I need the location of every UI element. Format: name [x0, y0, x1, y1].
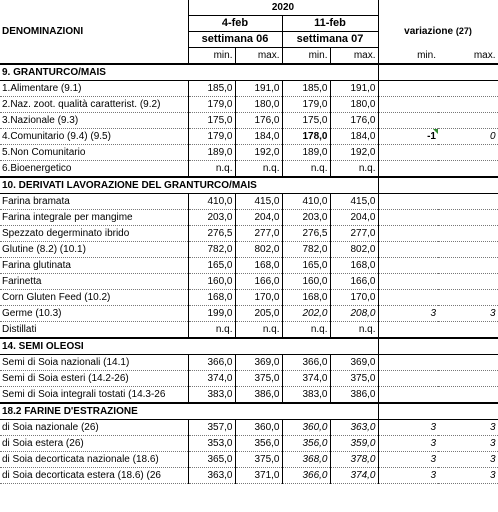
min-week07: 202,0 [282, 306, 330, 322]
max-week07: 802,0 [330, 242, 378, 258]
min-week07: 168,0 [282, 290, 330, 306]
min-week06: 203,0 [188, 210, 235, 226]
max-week06: 356,0 [235, 436, 282, 452]
section-title: 10. DERIVATI LAVORAZIONE DEL GRANTURCO/MAIS [0, 177, 378, 194]
min-week07: 383,0 [282, 387, 330, 404]
row-label: di Soia decorticata estera (18.6) (26 [0, 468, 188, 484]
min-week07: 175,0 [282, 113, 330, 129]
variation-max [438, 355, 498, 371]
variation-min: -1 [378, 129, 438, 145]
min-week06: 357,0 [188, 420, 235, 436]
max-week07: 176,0 [330, 113, 378, 129]
row-label: 6.Bioenergetico [0, 161, 188, 178]
min-week06: 276,5 [188, 226, 235, 242]
row-label: Corn Gluten Feed (10.2) [0, 290, 188, 306]
min-week07: 368,0 [282, 452, 330, 468]
variation-min: 3 [378, 436, 438, 452]
week1-header: settimana 06 [188, 32, 282, 48]
min-week06: 363,0 [188, 468, 235, 484]
variation-max [438, 290, 498, 306]
variation-min [378, 226, 438, 242]
section-title: 14. SEMI OLEOSI [0, 338, 378, 355]
max-header-2: max. [330, 48, 378, 65]
row-label: Farinetta [0, 274, 188, 290]
min-week06: 199,0 [188, 306, 235, 322]
section-title: 9. GRANTURCO/MAIS [0, 64, 378, 81]
table-row [0, 129, 498, 145]
max-week06: 371,0 [235, 468, 282, 484]
section-header-row [0, 177, 498, 194]
variation-max: 3 [438, 468, 498, 484]
max-week07: 180,0 [330, 97, 378, 113]
row-label: 2.Naz. zoot. qualità caratterist. (9.2) [0, 97, 188, 113]
variation-max: 0 [438, 129, 498, 145]
max-week07: 363,0 [330, 420, 378, 436]
min-week07: n.q. [282, 161, 330, 178]
variation-max [438, 387, 498, 404]
min-week07: 160,0 [282, 274, 330, 290]
min-week07: 356,0 [282, 436, 330, 452]
row-label: 5.Non Comunitario [0, 145, 188, 161]
min-week07: 179,0 [282, 97, 330, 113]
row-label: di Soia decorticata nazionale (18.6) [0, 452, 188, 468]
table-row [0, 97, 498, 113]
table-row [0, 210, 498, 226]
variation-max: 3 [438, 436, 498, 452]
max-week06: 360,0 [235, 420, 282, 436]
min-week06: 179,0 [188, 129, 235, 145]
variation-min: 3 [378, 306, 438, 322]
row-label: Semi di Soia nazionali (14.1) [0, 355, 188, 371]
max-week06: 415,0 [235, 194, 282, 210]
max-week06: 180,0 [235, 97, 282, 113]
min-week07: 410,0 [282, 194, 330, 210]
table-row [0, 436, 498, 452]
table-row [0, 242, 498, 258]
max-header-1: max. [235, 48, 282, 65]
max-week06: 168,0 [235, 258, 282, 274]
row-label: 4.Comunitario (9.4) (9.5) [0, 129, 188, 145]
variation-min: 3 [378, 452, 438, 468]
section-title: 18.2 FARINE D'ESTRAZIONE [0, 403, 378, 420]
section-header-row [0, 64, 498, 81]
min-week06: 353,0 [188, 436, 235, 452]
min-header-2: min. [282, 48, 330, 65]
variation-max [438, 274, 498, 290]
table-row [0, 258, 498, 274]
max-week07: 170,0 [330, 290, 378, 306]
max-week07: 378,0 [330, 452, 378, 468]
table-row [0, 194, 498, 210]
variation-max [438, 242, 498, 258]
min-week06: 365,0 [188, 452, 235, 468]
row-label: Semi di Soia integrali tostati (14.3-26 [0, 387, 188, 404]
variation-max [438, 258, 498, 274]
date2-header: 11-feb [282, 16, 378, 32]
max-week07: n.q. [330, 322, 378, 339]
max-week07: 374,0 [330, 468, 378, 484]
max-week07: 191,0 [330, 81, 378, 97]
variation-min: 3 [378, 468, 438, 484]
variation-max [438, 113, 498, 129]
table-row [0, 387, 498, 404]
min-week07: 165,0 [282, 258, 330, 274]
variation-min: 3 [378, 420, 438, 436]
min-week07: 374,0 [282, 371, 330, 387]
max-week06: 205,0 [235, 306, 282, 322]
max-week06: 375,0 [235, 371, 282, 387]
max-week06: 191,0 [235, 81, 282, 97]
variation-min [378, 97, 438, 113]
variation-min [378, 274, 438, 290]
min-week06: 383,0 [188, 387, 235, 404]
variation-min [378, 145, 438, 161]
variation-min [378, 258, 438, 274]
max-week07: 369,0 [330, 355, 378, 371]
table-row [0, 322, 498, 339]
week2-header: settimana 07 [282, 32, 378, 48]
min-week06: 160,0 [188, 274, 235, 290]
max-week07: 359,0 [330, 436, 378, 452]
min-week06: 165,0 [188, 258, 235, 274]
max-week06: 386,0 [235, 387, 282, 404]
max-week07: 168,0 [330, 258, 378, 274]
max-week06: 166,0 [235, 274, 282, 290]
variation-max [438, 145, 498, 161]
max-week06: 802,0 [235, 242, 282, 258]
table-row [0, 226, 498, 242]
variation-max [438, 97, 498, 113]
max-week07: 166,0 [330, 274, 378, 290]
variation-min [378, 81, 438, 97]
min-week06: 374,0 [188, 371, 235, 387]
min-week06: 782,0 [188, 242, 235, 258]
variation-min [378, 113, 438, 129]
variation-max [438, 371, 498, 387]
max-week07: 192,0 [330, 145, 378, 161]
table-row [0, 290, 498, 306]
row-label: di Soia estera (26) [0, 436, 188, 452]
max-week07: 386,0 [330, 387, 378, 404]
max-week06: 277,0 [235, 226, 282, 242]
max-week07: 184,0 [330, 129, 378, 145]
row-label: Semi di Soia esteri (14.2-26) [0, 371, 188, 387]
max-week07: 375,0 [330, 371, 378, 387]
max-week06: 204,0 [235, 210, 282, 226]
variation-min [378, 242, 438, 258]
max-week06: n.q. [235, 161, 282, 178]
max-week06: 184,0 [235, 129, 282, 145]
variation-min [378, 161, 438, 178]
variation-max [438, 226, 498, 242]
min-week06: 410,0 [188, 194, 235, 210]
min-week06: 185,0 [188, 81, 235, 97]
max-week07: n.q. [330, 161, 378, 178]
min-week07: 360,0 [282, 420, 330, 436]
variation-min [378, 194, 438, 210]
variation-max: 3 [438, 306, 498, 322]
table-row [0, 274, 498, 290]
variation-max: 3 [438, 420, 498, 436]
min-week06: 189,0 [188, 145, 235, 161]
max-week06: 170,0 [235, 290, 282, 306]
max-header-var: max. [438, 48, 498, 65]
variation-min [378, 290, 438, 306]
min-week06: 168,0 [188, 290, 235, 306]
max-week06: n.q. [235, 322, 282, 339]
row-label: Glutine (8.2) (10.1) [0, 242, 188, 258]
min-week07: 782,0 [282, 242, 330, 258]
variazione-header: variazione (27) [378, 16, 498, 48]
variation-min [378, 355, 438, 371]
table-row [0, 161, 498, 178]
max-week07: 415,0 [330, 194, 378, 210]
row-label: Spezzato degerminato ibrido [0, 226, 188, 242]
min-week06: 366,0 [188, 355, 235, 371]
section-header-row [0, 338, 498, 355]
min-week06: n.q. [188, 161, 235, 178]
table-row [0, 355, 498, 371]
variation-max [438, 81, 498, 97]
section-header-row [0, 403, 498, 420]
table-row [0, 113, 498, 129]
min-week07: 178,0 [282, 129, 330, 145]
min-week06: 179,0 [188, 97, 235, 113]
row-label: Farina glutinata [0, 258, 188, 274]
row-label: Germe (10.3) [0, 306, 188, 322]
row-label: Distillati [0, 322, 188, 339]
variation-min [378, 387, 438, 404]
min-week06: 175,0 [188, 113, 235, 129]
max-week06: 369,0 [235, 355, 282, 371]
row-label: Farina integrale per mangime [0, 210, 188, 226]
min-week07: 203,0 [282, 210, 330, 226]
date1-header: 4-feb [188, 16, 282, 32]
max-week07: 277,0 [330, 226, 378, 242]
table-row [0, 306, 498, 322]
variation-min [378, 210, 438, 226]
table-row [0, 371, 498, 387]
variation-max [438, 161, 498, 178]
min-week07: n.q. [282, 322, 330, 339]
max-week07: 204,0 [330, 210, 378, 226]
min-week07: 185,0 [282, 81, 330, 97]
variation-max [438, 194, 498, 210]
variation-min [378, 371, 438, 387]
row-label: 1.Alimentare (9.1) [0, 81, 188, 97]
change-marker-icon [433, 129, 438, 134]
table-row [0, 452, 498, 468]
min-week07: 366,0 [282, 355, 330, 371]
row-label: Farina bramata [0, 194, 188, 210]
table-row [0, 81, 498, 97]
min-header-var: min. [378, 48, 438, 65]
variation-max [438, 322, 498, 339]
row-label: 3.Nazionale (9.3) [0, 113, 188, 129]
variation-max [438, 210, 498, 226]
table-row [0, 468, 498, 484]
max-week06: 192,0 [235, 145, 282, 161]
variation-max: 3 [438, 452, 498, 468]
row-label: di Soia nazionale (26) [0, 420, 188, 436]
max-week06: 375,0 [235, 452, 282, 468]
min-week07: 189,0 [282, 145, 330, 161]
max-week06: 176,0 [235, 113, 282, 129]
variation-min [378, 322, 438, 339]
table-row [0, 420, 498, 436]
min-week07: 276,5 [282, 226, 330, 242]
year-header: 2020 [188, 0, 378, 16]
denominazioni-header: DENOMINAZIONI [0, 0, 188, 64]
min-week07: 366,0 [282, 468, 330, 484]
min-week06: n.q. [188, 322, 235, 339]
table-row [0, 145, 498, 161]
min-header-1: min. [188, 48, 235, 65]
max-week07: 208,0 [330, 306, 378, 322]
